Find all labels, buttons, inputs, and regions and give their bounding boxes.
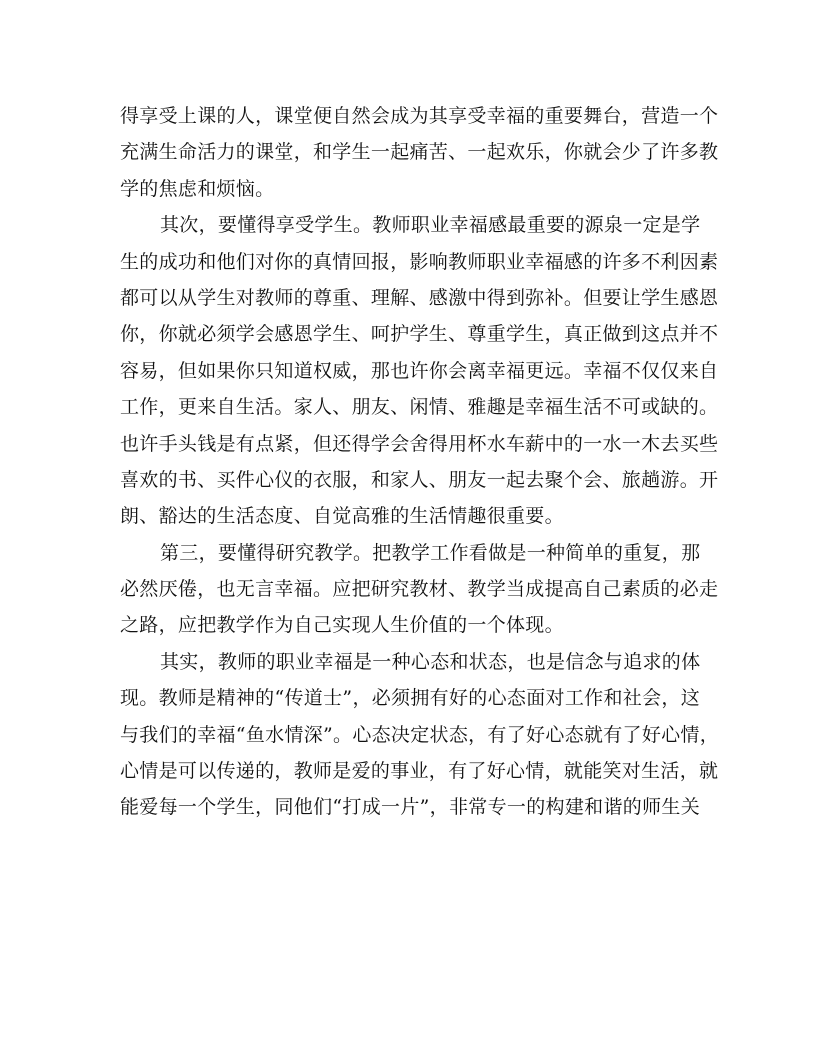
text-line: 能爱每一个学生，同他们“打成一片”，非常专一的构建和谐的师生关: [120, 796, 700, 819]
text-line: 第三，要懂得研究教学。把教学工作看做是一种简单的重复，那: [160, 541, 701, 564]
text-line: 与我们的幸福“鱼水情深”。心态决定状态，有了好心态就有了好心情，: [120, 723, 720, 746]
text-line: 得享受上课的人，课堂便自然会成为其享受幸福的重要舞台，营造一个: [120, 105, 719, 127]
text-line: 其实，教师的职业幸福是一种心态和状态，也是信念与追求的体: [160, 650, 701, 673]
text-line: 也许手头钱是有点紧，但还得学会舍得用杯水车薪中的一水一木去买些: [120, 432, 719, 455]
text-line: 容易，但如果你只知道权威，那也许你会离幸福更远。幸福不仅仅来自: [120, 359, 719, 382]
text-line: 现。教师是精神的“传道士”，必须拥有好的心态面对工作和社会，这: [120, 687, 700, 710]
text-line: 你，你就必须学会感恩学生、呵护学生、尊重学生，真正做到这点并不: [120, 323, 719, 346]
text-line: 其次，要懂得享受学生。教师职业幸福感最重要的源泉一定是学: [160, 214, 701, 237]
text-line: 心情是可以传递的，教师是爱的事业，有了好心情，就能笑对生活，就: [120, 760, 719, 783]
text-line: 都可以从学生对教师的尊重、理解、感激中得到弥补。但要让学生感恩: [120, 286, 719, 309]
text-line: 工作，更来自生活。家人、朋友、闲情、雅趣是幸福生活不可或缺的。: [120, 396, 719, 419]
text-line: 充满生命活力的课堂，和学生一起痛苦、一起欢乐，你就会少了许多教: [120, 141, 719, 164]
text-line: 必然厌倦，也无言幸福。应把研究教材、教学当成提高自己素质的必走: [120, 578, 719, 601]
text-line: 朗、豁达的生活态度、自觉高雅的生活情趣很重要。: [120, 505, 564, 528]
text-line: 生的成功和他们对你的真情回报，影响教师职业幸福感的许多不利因素: [120, 250, 719, 273]
text-line: 之路，应把教学作为自己实现人生价值的一个体现。: [120, 614, 564, 637]
text-line: 喜欢的书、买件心仪的衣服，和家人、朋友一起去聚个会、旅趟游。开: [120, 468, 719, 491]
body-text: [120, 98, 720, 826]
text-line: 学的焦虑和烦恼。: [120, 177, 275, 200]
